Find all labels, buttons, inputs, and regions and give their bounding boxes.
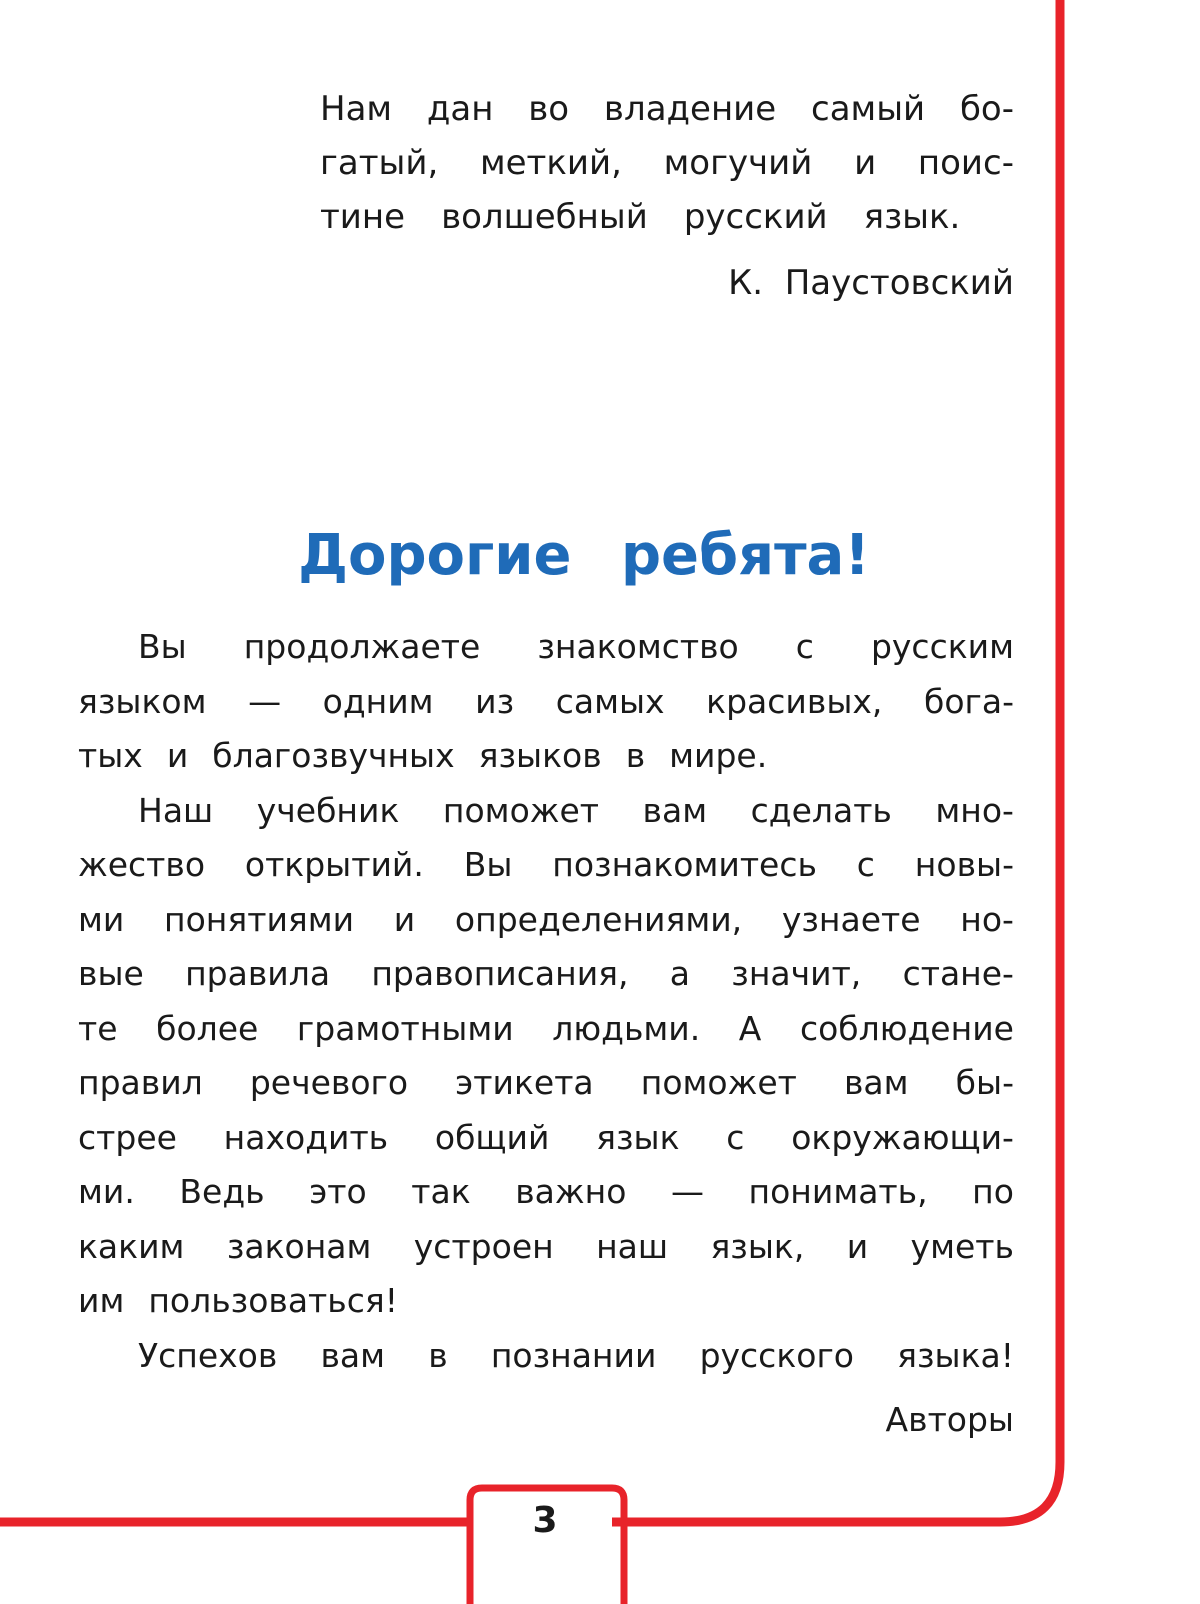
word: устроен <box>413 1226 554 1266</box>
word: значит, <box>731 954 862 993</box>
word: волшебный <box>441 197 648 237</box>
word: ми. <box>78 1172 135 1211</box>
word: те <box>78 1008 118 1048</box>
text-line <box>78 675 1014 730</box>
text-line <box>78 729 1014 784</box>
word: и <box>846 1226 869 1266</box>
text-line <box>78 1220 1014 1275</box>
word: бога- <box>923 681 1014 721</box>
word: новы- <box>914 845 1014 884</box>
text-line <box>78 784 1014 839</box>
text-line <box>78 838 1014 893</box>
word: каким <box>78 1226 185 1266</box>
text-line <box>78 1111 1014 1166</box>
word: уметь <box>910 1226 1014 1266</box>
word: самый <box>811 89 926 129</box>
word: поис- <box>917 143 1014 183</box>
word: им <box>78 1281 125 1320</box>
word: Успехов <box>138 1335 278 1375</box>
word: язык <box>596 1117 680 1157</box>
word: наш <box>596 1226 669 1266</box>
word: мно- <box>935 790 1014 830</box>
word: продолжаете <box>243 627 481 666</box>
text-line <box>78 1056 1014 1111</box>
word: Вы <box>138 627 187 666</box>
word: самых <box>555 681 665 721</box>
word: так <box>411 1172 471 1211</box>
word: — <box>248 681 282 721</box>
word: язык. <box>863 197 961 237</box>
word: находить <box>223 1117 389 1157</box>
word: красивых, <box>706 681 883 721</box>
word: — <box>670 1172 704 1211</box>
word: и <box>166 736 189 775</box>
word: вам <box>320 1335 386 1375</box>
text-line <box>78 947 1014 1002</box>
word: правописания, <box>371 954 629 993</box>
word: А <box>738 1008 762 1048</box>
word: в <box>625 736 646 775</box>
word: открытий. <box>244 845 424 884</box>
word: вам <box>843 1063 909 1102</box>
word: более <box>156 1008 259 1048</box>
word: и <box>393 899 416 939</box>
text-line <box>78 1274 1014 1329</box>
word: знакомство <box>537 627 739 666</box>
word: поможет <box>640 1063 797 1102</box>
word: тине <box>320 197 406 237</box>
word: узнаете <box>781 899 921 939</box>
word: но- <box>960 899 1014 939</box>
word: с <box>726 1117 745 1157</box>
word: бы- <box>955 1063 1014 1102</box>
word: Ведь <box>179 1172 265 1211</box>
word: пользоваться! <box>148 1281 398 1320</box>
word: важно <box>515 1172 627 1211</box>
word: познакомитесь <box>552 845 817 884</box>
word: законам <box>226 1226 372 1266</box>
word: языков <box>478 736 602 775</box>
word: языка! <box>897 1335 1014 1375</box>
word: Нам <box>320 89 393 129</box>
word: это <box>309 1172 367 1211</box>
word: в <box>428 1335 448 1375</box>
word: бо- <box>959 89 1014 129</box>
word: по <box>972 1172 1014 1211</box>
word: познании <box>490 1335 657 1375</box>
word: русский <box>683 197 828 237</box>
word: жество <box>78 845 206 884</box>
word: русским <box>870 627 1014 666</box>
word: речевого <box>249 1063 409 1102</box>
text-line <box>78 893 1014 948</box>
word: правил <box>78 1063 203 1102</box>
signature: Авторы <box>885 1400 1014 1439</box>
word: людьми. <box>552 1008 701 1048</box>
epigraph-author: К. Паустовский <box>728 263 1014 303</box>
word: и <box>854 143 877 183</box>
word: мире. <box>669 736 768 775</box>
word: благозвучных <box>212 736 455 775</box>
word: с <box>856 845 875 884</box>
word: из <box>475 681 515 721</box>
word: языком <box>78 681 207 721</box>
word: окружающи- <box>791 1117 1014 1157</box>
word: тых <box>78 736 143 775</box>
text-line <box>78 1165 1014 1220</box>
word: ми <box>78 899 125 939</box>
word: стане- <box>902 954 1014 993</box>
text-line <box>78 620 1014 675</box>
word: сделать <box>750 790 892 830</box>
word: определениями, <box>454 899 743 939</box>
word: понятиями <box>164 899 355 939</box>
word: могучий <box>663 143 813 183</box>
word: гатый, <box>320 143 439 183</box>
word: русского <box>699 1335 854 1375</box>
word: одним <box>322 681 434 721</box>
word: а <box>669 954 690 993</box>
word: дан <box>426 89 494 129</box>
body-text <box>78 620 1014 1447</box>
word: с <box>795 627 814 666</box>
word: вые <box>78 954 144 993</box>
word: этикета <box>455 1063 594 1102</box>
word: во <box>528 89 570 129</box>
epigraph-line <box>320 82 1014 136</box>
word: язык, <box>710 1226 805 1266</box>
epigraph-line <box>320 136 1014 190</box>
word: Вы <box>463 845 513 884</box>
word: соблюдение <box>799 1008 1014 1048</box>
word: понимать, <box>748 1172 928 1211</box>
epigraph <box>320 82 1014 310</box>
word: учебник <box>256 790 400 830</box>
word: общий <box>434 1117 550 1157</box>
epigraph-line <box>320 190 1014 244</box>
text-line <box>78 1329 1014 1384</box>
word: Наш <box>138 790 214 830</box>
word: вам <box>642 790 708 830</box>
word: стрее <box>78 1117 177 1157</box>
word: грамотными <box>296 1008 514 1048</box>
word: меткий, <box>479 143 622 183</box>
page-heading: Дорогие ребята! <box>298 523 870 588</box>
word: поможет <box>442 790 600 830</box>
text-line <box>78 1002 1014 1057</box>
word: правила <box>185 954 331 993</box>
word: владение <box>603 89 777 129</box>
